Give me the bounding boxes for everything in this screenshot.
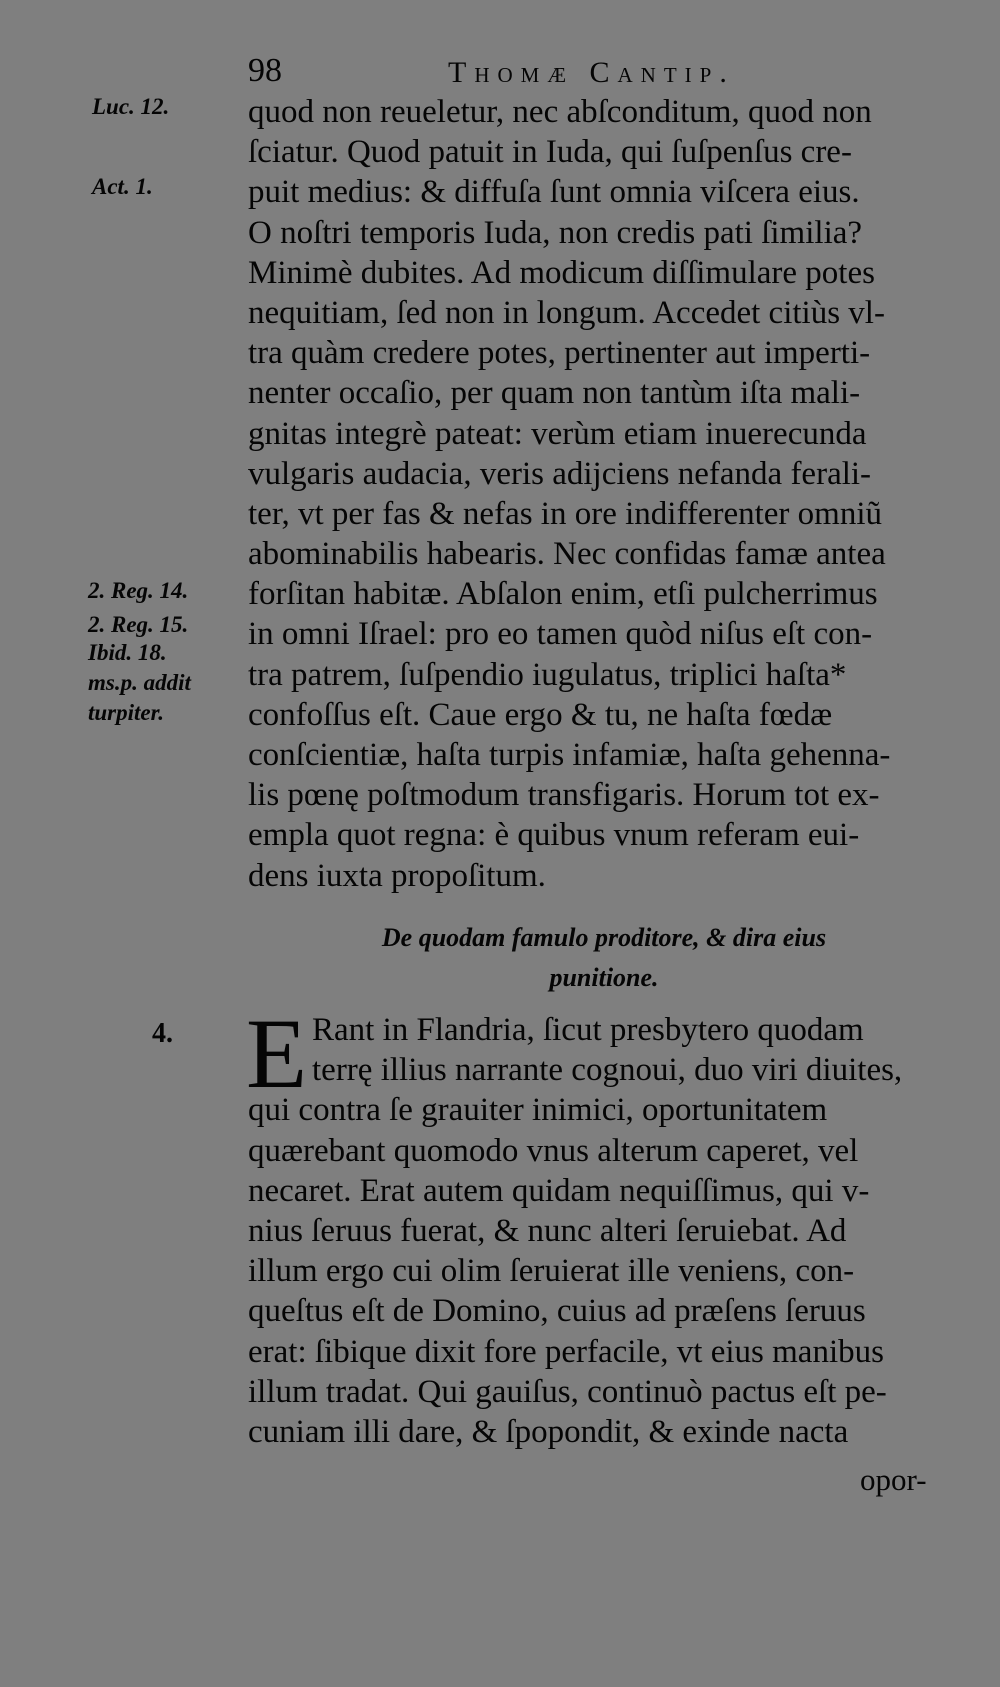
heading-line: De quodam famulo proditore, & dira eius [381, 923, 827, 952]
text-line: tra quàm credere potes, pertinenter aut imperti- [248, 335, 871, 372]
text-line: conſcientiæ, haſta turpis infamiæ, haſta gehenna- [248, 737, 891, 773]
text-line: gnitas integrè pateat: verùm etiam inuerecunda [248, 415, 867, 452]
text-line: illum tradat. Qui gauiſus, continuò pactus eſt pe- [248, 1373, 887, 1410]
text-line: terrę illius narrante cognoui, duo viri diuites, [312, 1052, 903, 1089]
paragraph-story [246, 998, 960, 1452]
margin-note: Ibid. 18. [88, 640, 167, 665]
text-line: empla quot regna: è quibus vnum referam eui- [248, 817, 860, 854]
text-line: abominabilis habearis. Nec confidas famæ antea [248, 536, 886, 573]
margin-note: Luc. 12. [92, 94, 170, 119]
text-line: lis pœnę poſtmodum transfigaris. Horum tot ex- [248, 777, 880, 814]
text-line: dens iuxta propoſitum. [248, 857, 546, 894]
drop-capital: E [246, 998, 308, 1109]
margin-note: turpiter. [88, 700, 165, 725]
section-number: 4. [152, 1018, 173, 1049]
text-line: quærebant quomodo vnus alterum caperet, vel [248, 1132, 859, 1169]
text-line: ſciatur. Quod patuit in Iuda, qui ſuſpenſus cre- [248, 134, 852, 171]
text-line: vulgaris audacia, veris adijciens nefanda ferali- [248, 455, 872, 492]
paragraph-continued [248, 92, 960, 896]
text-line: qui contra ſe grauiter inimici, oportunitatem [248, 1092, 828, 1129]
text-line: forſitan habitæ. Abſalon enim, etſi pulcherrimus [248, 576, 878, 613]
margin-note: 2. Reg. 14. [88, 578, 189, 603]
text-line: illum ergo cui olim ſeruierat ille veniens, con- [248, 1253, 855, 1290]
text-line: tra patrem, ſuſpendio iugulatus, triplici haſta* [248, 656, 847, 693]
section-heading [248, 918, 960, 998]
text-line: O noſtri temporis Iuda, non credis pati ſimilia? [248, 214, 863, 251]
text-line: Minimè dubites. Ad modicum diſſimulare potes [248, 254, 875, 291]
running-head: Thomæ Cantip. [448, 56, 735, 89]
margin-note: Act. 1. [92, 174, 153, 199]
text-line: necaret. Erat autem quidam nequiſſimus, qui v- [248, 1172, 870, 1209]
text-line: puit medius: & diffuſa ſunt omnia viſcera eius. [248, 174, 860, 211]
catchword: opor- [860, 1462, 927, 1497]
margin-note: 2. Reg. 15. [88, 612, 189, 637]
text-line: cuniam illi dare, & ſpopondit, & exinde nacta [248, 1413, 849, 1450]
text-line: Rant in Flandria, ſicut presbytero quodam [312, 1012, 864, 1048]
heading-line: punitione. [549, 963, 659, 992]
page-number: 98 [248, 52, 282, 89]
margin-note: ms.p. addit [88, 670, 191, 695]
text-line: confoſſus eſt. Caue ergo & tu, ne haſta fœdæ [248, 696, 833, 733]
text-line: queſtus eſt de Domino, cuius ad præſens ſeruus [248, 1293, 866, 1330]
text-line: in omni Iſrael: pro eo tamen quòd niſus eſt con- [248, 616, 873, 653]
text-line: nius ſeruus fuerat, & nunc alteri ſeruiebat. Ad [248, 1212, 847, 1249]
text-line: nequitiam, ſed non in longum. Accedet citiùs vl- [248, 294, 885, 331]
text-line: erat: ſibique dixit fore perfacile, vt eius manibus [248, 1333, 884, 1370]
text-line: ter, vt per fas & nefas in ore indifferenter omniũ [248, 495, 883, 532]
text-line: quod non reueletur, nec abſconditum, quod non [248, 94, 872, 130]
text-line: nenter occaſio, per quam non tantùm iſta mali- [248, 375, 861, 412]
